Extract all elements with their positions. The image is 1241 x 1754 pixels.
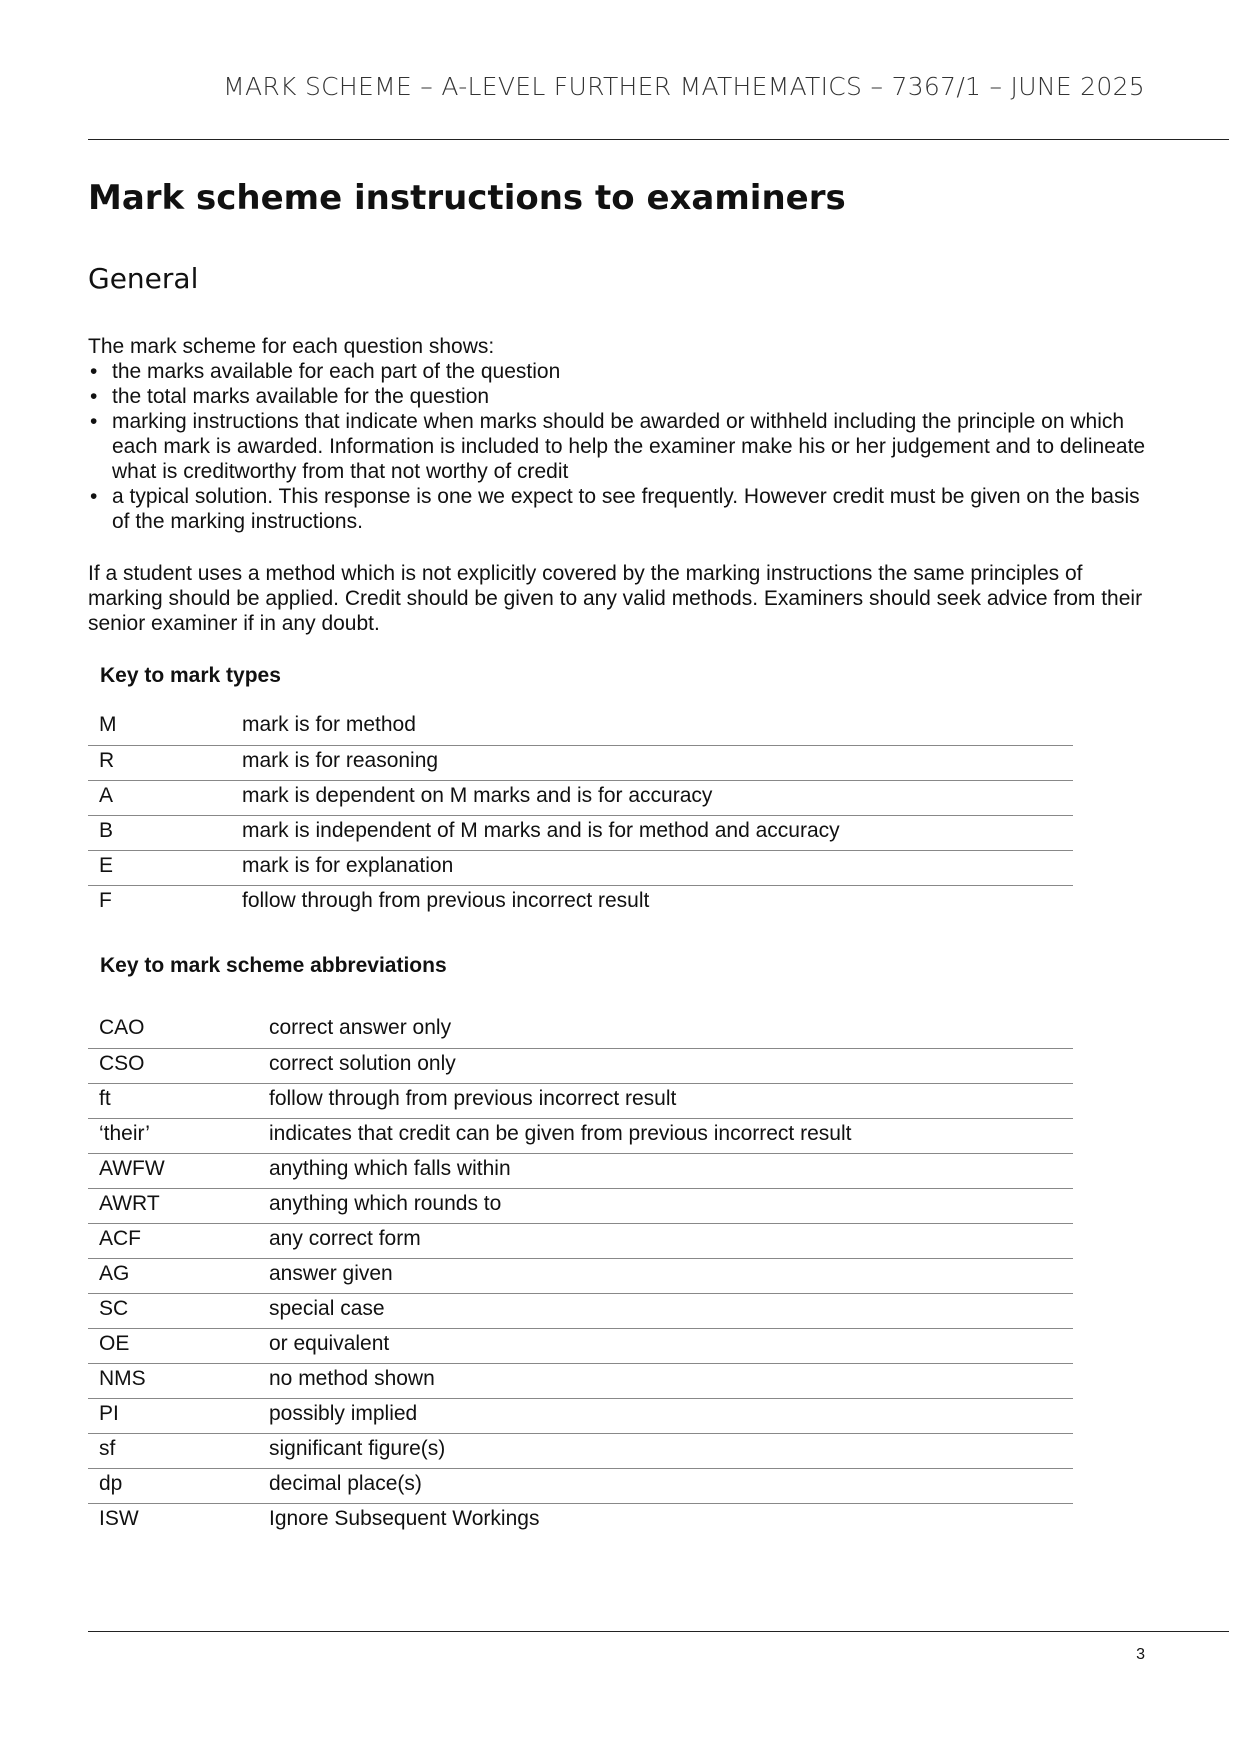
abbreviations-table xyxy=(88,1013,1073,1538)
abbrev-code: dp xyxy=(99,1471,123,1495)
abbrev-desc: answer given xyxy=(269,1261,393,1285)
footer-rule xyxy=(88,1631,1229,1632)
abbrev-code: PI xyxy=(99,1401,119,1425)
abbrev-desc: any correct form xyxy=(269,1226,421,1250)
mark-code: E xyxy=(99,853,114,877)
method-paragraph: If a student uses a method which is not explicitly covered by the marking instructions the same principles of marking should be applied. Credit should be given to any valid methods. Examiners should seek advice from their senior examiner if in any doubt. xyxy=(88,562,1143,635)
abbreviations-heading: Key to mark scheme abbreviations xyxy=(100,954,447,977)
bullet-item: • the total marks available for the question xyxy=(88,384,1148,409)
table-row xyxy=(88,1398,1073,1433)
mark-types-heading: Key to mark types xyxy=(100,664,281,687)
table-row xyxy=(88,1328,1073,1363)
abbrev-desc: indicates that credit can be given from previous incorrect result xyxy=(269,1121,852,1145)
mark-code: F xyxy=(99,888,112,912)
header-rule xyxy=(88,139,1229,140)
abbrev-code: sf xyxy=(99,1436,116,1460)
table-row xyxy=(88,745,1073,780)
abbrev-desc: decimal place(s) xyxy=(269,1471,422,1495)
mark-desc: mark is for reasoning xyxy=(242,748,439,772)
abbrev-code: ‘their’ xyxy=(99,1121,150,1145)
table-row xyxy=(88,1433,1073,1468)
table-row xyxy=(88,815,1073,850)
abbrev-code: ACF xyxy=(99,1226,141,1250)
mark-desc: mark is dependent on M marks and is for accuracy xyxy=(242,783,713,807)
table-row xyxy=(88,1013,1073,1048)
abbrev-desc: correct answer only xyxy=(269,1016,452,1039)
abbrev-code: OE xyxy=(99,1331,130,1355)
abbrev-desc: significant figure(s) xyxy=(269,1436,446,1460)
abbrev-desc: follow through from previous incorrect result xyxy=(269,1086,677,1110)
abbrev-code: ft xyxy=(99,1086,111,1110)
abbrev-code: SC xyxy=(99,1296,129,1320)
page-header: MARK SCHEME – A-LEVEL FURTHER MATHEMATICS – 7367/1 – JUNE 2025 xyxy=(223,72,1145,101)
mark-desc: mark is for explanation xyxy=(242,853,454,877)
table-row xyxy=(88,1118,1073,1153)
abbrev-desc: special case xyxy=(269,1296,385,1320)
mark-desc: follow through from previous incorrect result xyxy=(242,888,650,912)
abbrev-code: CAO xyxy=(99,1016,145,1039)
page-title: Mark scheme instructions to examiners xyxy=(88,178,846,218)
abbrev-code: CSO xyxy=(99,1051,145,1075)
abbrev-desc: Ignore Subsequent Workings xyxy=(269,1506,540,1530)
mark-types-table xyxy=(88,710,1073,920)
table-row xyxy=(88,1223,1073,1258)
table-row xyxy=(88,850,1073,885)
table-row xyxy=(88,1363,1073,1398)
bullet-item: • marking instructions that indicate when marks should be awarded or withheld including the principle on which each mark is awarded. Information is included to help the examiner make his or her judgement and to delineate what is creditworthy from that not worthy of credit xyxy=(88,409,1148,484)
table-row xyxy=(88,1293,1073,1328)
bullet-list xyxy=(88,359,1148,534)
mark-code: B xyxy=(99,818,114,842)
table-row xyxy=(88,1153,1073,1188)
abbrev-code: ISW xyxy=(99,1506,139,1530)
table-row xyxy=(88,885,1073,920)
abbrev-code: AWRT xyxy=(99,1191,160,1215)
abbrev-desc: possibly implied xyxy=(269,1401,418,1425)
table-row xyxy=(88,1503,1073,1538)
table-row xyxy=(88,1468,1073,1503)
abbrev-desc: correct solution only xyxy=(269,1051,456,1075)
page-number: 3 xyxy=(1136,1646,1145,1663)
table-row xyxy=(88,1048,1073,1083)
bullet-item: • the marks available for each part of the question xyxy=(88,359,1148,384)
abbrev-desc: or equivalent xyxy=(269,1331,390,1355)
mark-code: R xyxy=(99,748,115,772)
intro-text: The mark scheme for each question shows: xyxy=(88,335,495,358)
table-row xyxy=(88,710,1073,745)
abbrev-code: AG xyxy=(99,1261,130,1285)
abbrev-code: AWFW xyxy=(99,1156,165,1180)
bullet-item: • a typical solution. This response is one we expect to see frequently. However credit must be given on the basis of the marking instructions. xyxy=(88,484,1148,534)
abbrev-desc: anything which falls within xyxy=(269,1156,511,1180)
abbrev-desc: anything which rounds to xyxy=(269,1191,502,1215)
table-row xyxy=(88,1083,1073,1118)
mark-desc: mark is independent of M marks and is for method and accuracy xyxy=(242,818,840,842)
section-title: General xyxy=(88,262,199,295)
mark-code: M xyxy=(99,713,117,736)
mark-code: A xyxy=(99,783,114,807)
abbrev-desc: no method shown xyxy=(269,1366,435,1390)
abbrev-code: NMS xyxy=(99,1366,146,1390)
table-row xyxy=(88,1188,1073,1223)
mark-desc: mark is for method xyxy=(242,713,416,736)
table-row xyxy=(88,1258,1073,1293)
table-row xyxy=(88,780,1073,815)
